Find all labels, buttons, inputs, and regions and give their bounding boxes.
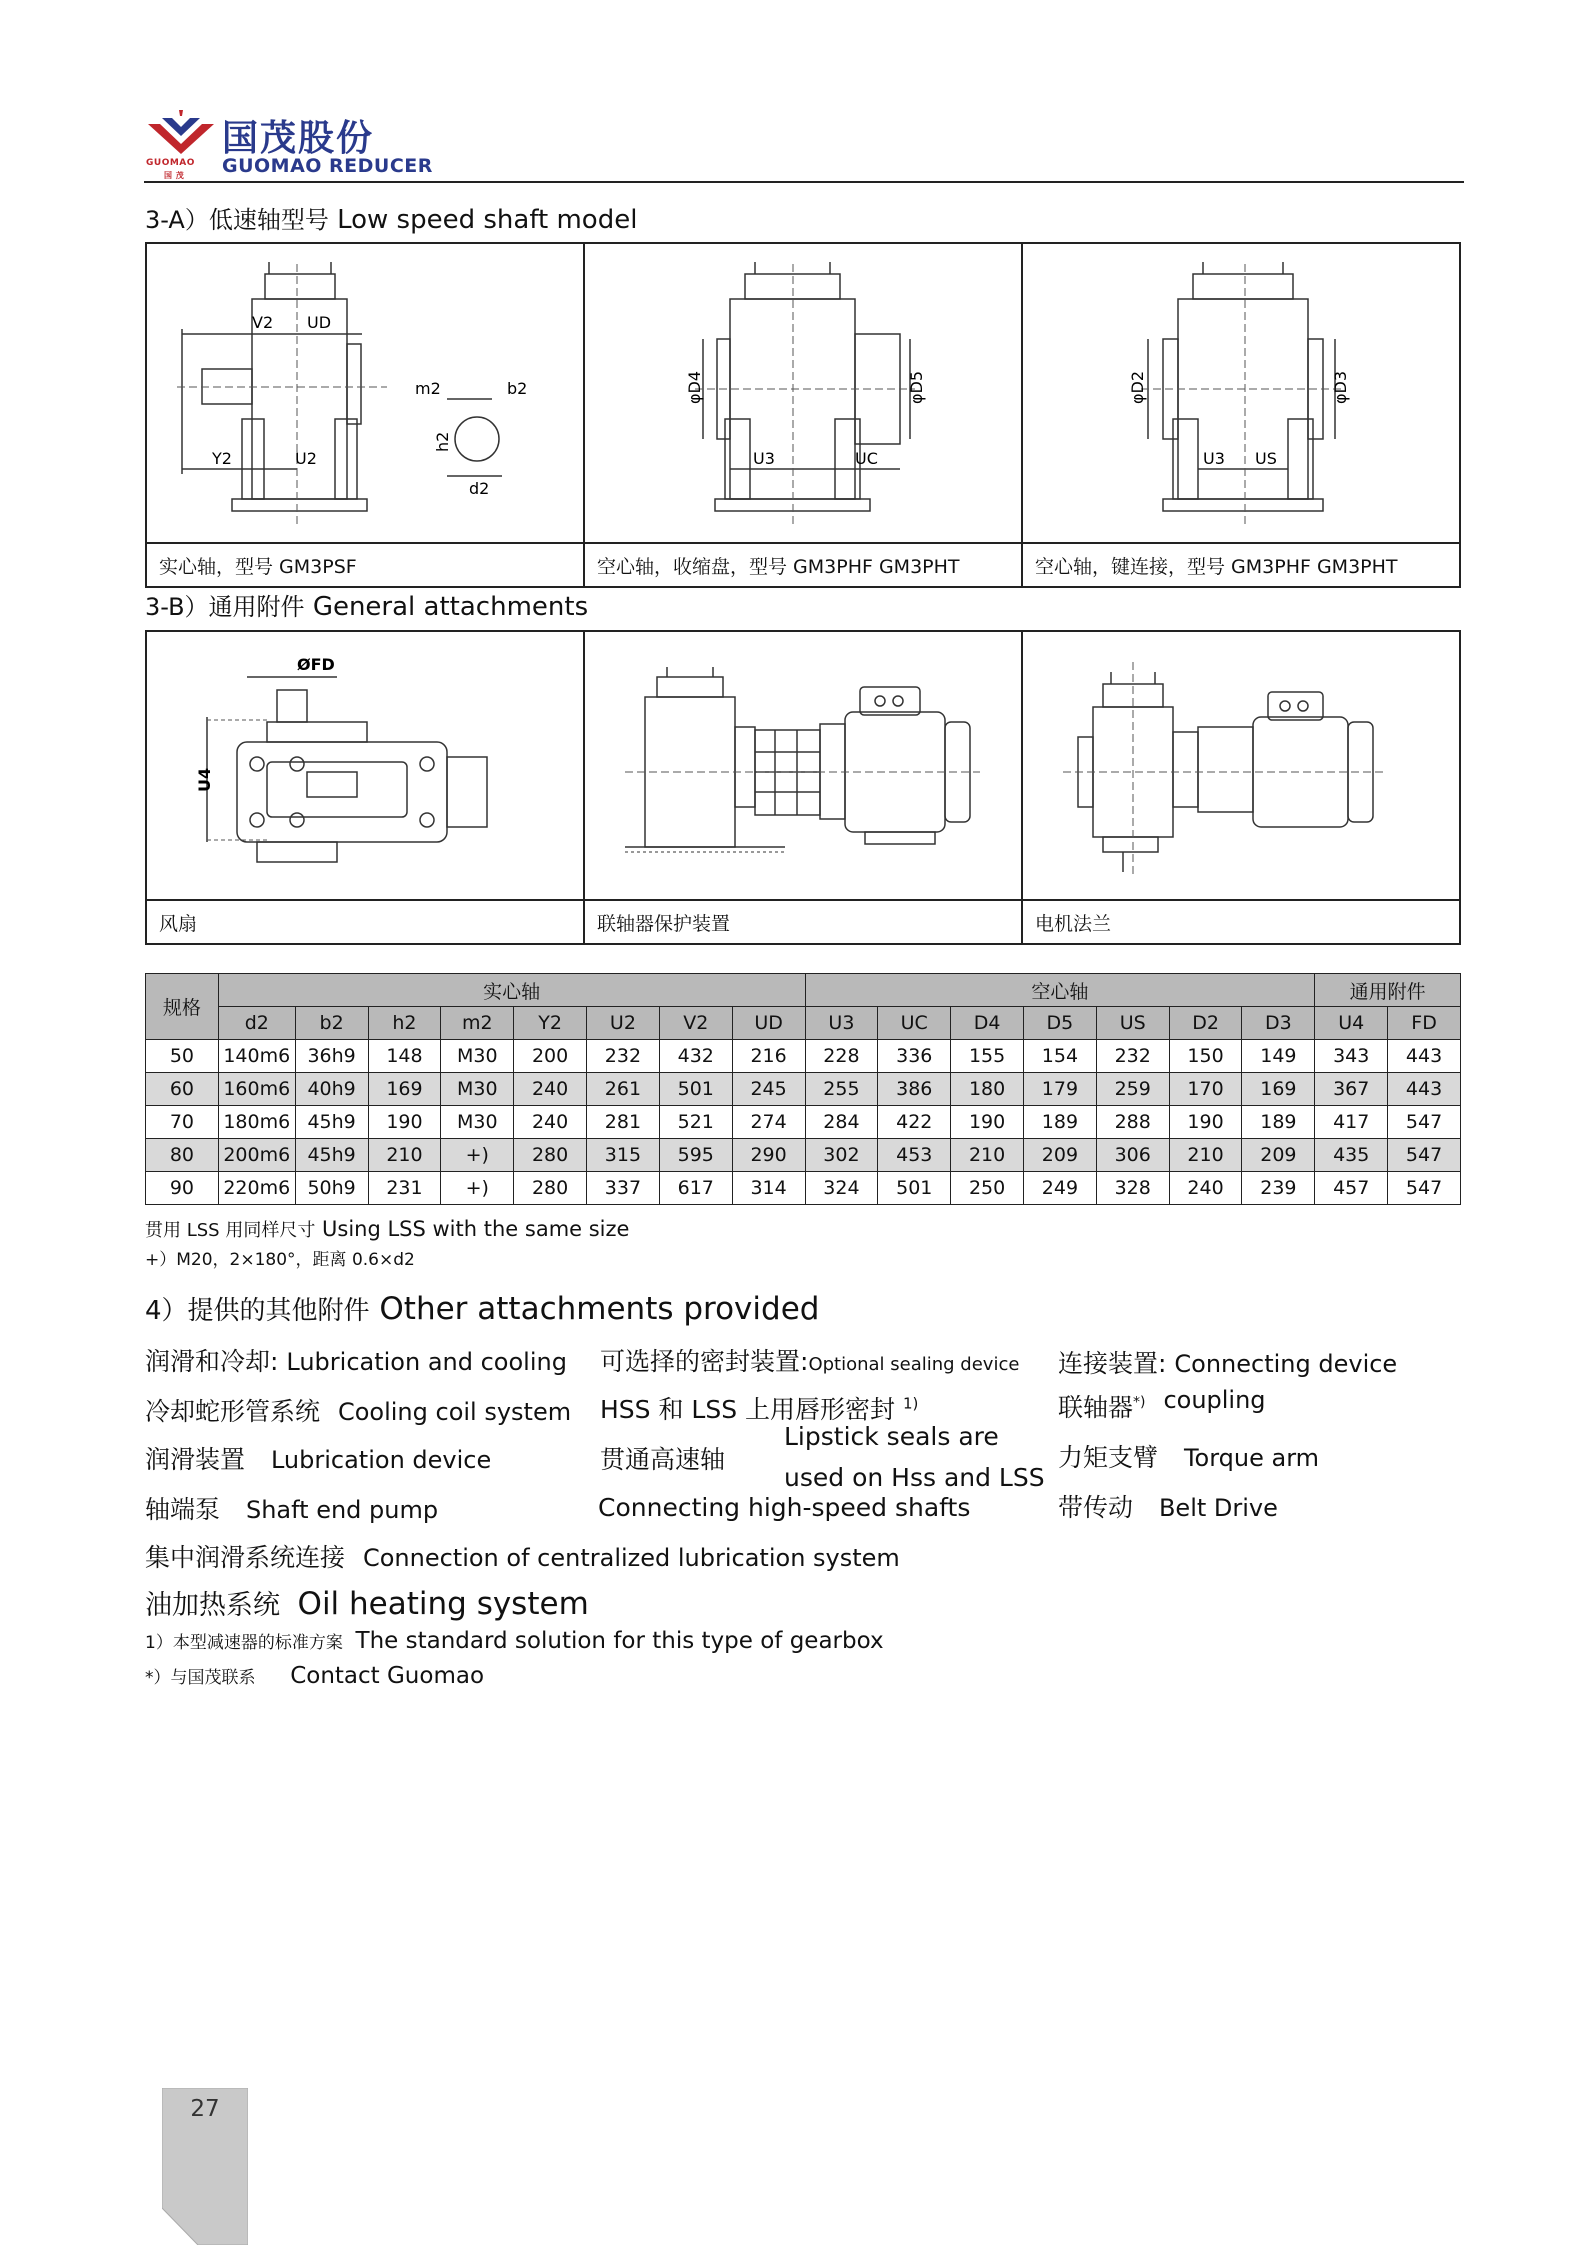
table-cell: 50h9	[295, 1172, 368, 1205]
table-cell: 150	[1169, 1040, 1242, 1073]
attachment-cn: 力矩支臂	[1058, 1443, 1159, 1472]
table-cell: 306	[1096, 1139, 1169, 1172]
table-cell: 231	[368, 1172, 441, 1205]
logo-small-cn: 国 茂	[164, 171, 185, 180]
table-cell: M30	[441, 1040, 514, 1073]
spec-cell: 60	[146, 1073, 219, 1106]
table-cell: 417	[1315, 1106, 1388, 1139]
figure-coupling-guard	[584, 631, 1022, 900]
figure-hollow-keyed	[1022, 243, 1460, 543]
attachment-en: coupling	[1163, 1386, 1266, 1414]
brand-name-en: GUOMAO REDUCER	[222, 155, 433, 177]
table-cell: 443	[1388, 1040, 1461, 1073]
figure-motor-flange	[1022, 631, 1460, 900]
table-cell: +)	[441, 1139, 514, 1172]
table-row	[146, 1106, 1461, 1139]
column-header-d5: D5	[1023, 1007, 1096, 1040]
column-header-u4: U4	[1315, 1007, 1388, 1040]
column-header-d2: D2	[1169, 1007, 1242, 1040]
lip-seals-footnote-ref: 1)	[903, 1394, 919, 1413]
header-divider	[144, 181, 1464, 183]
figure-solid-shaft	[146, 243, 584, 543]
table-cell: 160m6	[218, 1073, 295, 1106]
table-cell: 386	[878, 1073, 951, 1106]
solid-shaft-drawing	[147, 244, 583, 538]
low-speed-shaft-figures	[145, 242, 1461, 588]
column-header-fd: FD	[1388, 1007, 1461, 1040]
attachment-coupling	[1058, 1388, 1266, 1424]
sealing-cn: 可选择的密封装置:	[600, 1347, 809, 1376]
dim-label-d4: φD4	[685, 370, 704, 404]
attachment-torque-arm	[1058, 1438, 1319, 1474]
table-row	[146, 1073, 1461, 1106]
general-attachment-figures	[145, 630, 1461, 945]
table-note-m20: +）M20，2×180°，距离 0.6×d2	[145, 1250, 415, 1270]
motor-flange-drawing	[1023, 632, 1459, 895]
table-note-lss-cn: 贯用 LSS 用同样尺寸	[145, 1220, 316, 1241]
table-cell: 250	[951, 1172, 1024, 1205]
table-cell: 36h9	[295, 1040, 368, 1073]
footnote1-cn: 1）本型减速器的标准方案	[145, 1633, 343, 1653]
attachment-cn: 联轴器	[1058, 1393, 1134, 1422]
footnote-standard-solution	[145, 1628, 884, 1654]
table-cell: 367	[1315, 1073, 1388, 1106]
table-cell: 45h9	[295, 1106, 368, 1139]
table-cell: 169	[368, 1073, 441, 1106]
table-cell: 617	[659, 1172, 732, 1205]
attachment-shaft-end-pump	[145, 1490, 438, 1526]
table-cell: 228	[805, 1040, 878, 1073]
table-note-lss-en: Using LSS with the same size	[322, 1217, 630, 1241]
fan-drawing	[147, 632, 583, 895]
table-cell: 154	[1023, 1040, 1096, 1073]
dim-label-us: US	[1255, 449, 1277, 468]
column-header-uc: UC	[878, 1007, 951, 1040]
table-row	[146, 1139, 1461, 1172]
table-cell: 280	[514, 1172, 587, 1205]
spec-header: 规格	[146, 974, 219, 1040]
dim-label-d5: φD5	[907, 370, 926, 404]
table-cell: 190	[951, 1106, 1024, 1139]
table-cell: 232	[587, 1040, 660, 1073]
table-cell: 435	[1315, 1139, 1388, 1172]
dim-label-u4: U4	[195, 767, 214, 792]
footnote-contact	[145, 1663, 484, 1689]
table-cell: 210	[1169, 1139, 1242, 1172]
table-cell: 149	[1242, 1040, 1315, 1073]
attachment-lubrication-device	[145, 1440, 491, 1476]
page-number: 27	[190, 2096, 220, 2122]
table-cell: 180	[951, 1073, 1024, 1106]
group-header-solid: 实心轴	[218, 974, 805, 1007]
attachment-through-shaft-en: Connecting high-speed shafts	[598, 1493, 971, 1522]
footnote2-cn: *）与国茂联系	[145, 1668, 256, 1688]
table-cell: +)	[441, 1172, 514, 1205]
section-3b-title-en: General attachments	[312, 592, 589, 622]
dim-label-v2: V2	[252, 313, 274, 332]
table-cell: 547	[1388, 1172, 1461, 1205]
table-cell: 443	[1388, 1073, 1461, 1106]
table-cell: 315	[587, 1139, 660, 1172]
attachment-centralized-lubrication	[145, 1538, 900, 1574]
section-3a-title	[145, 200, 637, 235]
dim-label-fd: ØFD	[297, 655, 335, 674]
dim-label-d2: d2	[469, 479, 490, 498]
column-header-us: US	[1096, 1007, 1169, 1040]
spec-cell: 90	[146, 1172, 219, 1205]
table-cell: 343	[1315, 1040, 1388, 1073]
table-cell: 40h9	[295, 1073, 368, 1106]
attachment-cn: 轴端泵	[145, 1495, 221, 1524]
table-cell: 239	[1242, 1172, 1315, 1205]
column-header-d3: D3	[1242, 1007, 1315, 1040]
attachment-lubrication-cooling	[145, 1342, 567, 1378]
column-header-b2: b2	[295, 1007, 368, 1040]
group-header-hollow: 空心轴	[805, 974, 1315, 1007]
attachment-cooling-coil	[145, 1392, 571, 1428]
table-cell: 281	[587, 1106, 660, 1139]
table-cell: 45h9	[295, 1139, 368, 1172]
column-header-d2: d2	[218, 1007, 295, 1040]
dim-label-y2: Y2	[212, 449, 232, 468]
table-cell: 595	[659, 1139, 732, 1172]
table-cell: 190	[1169, 1106, 1242, 1139]
section-4-title	[145, 1290, 819, 1327]
attachment-cn: 冷却蛇形管系统	[145, 1397, 321, 1426]
table-cell: 190	[368, 1106, 441, 1139]
table-cell: 314	[732, 1172, 805, 1205]
table-cell: 232	[1096, 1040, 1169, 1073]
logo-small-en: GUOMAO	[146, 158, 195, 168]
table-cell: 324	[805, 1172, 878, 1205]
sealing-en: Optional sealing device	[808, 1354, 1020, 1375]
table-cell: 547	[1388, 1139, 1461, 1172]
table-cell: 259	[1096, 1073, 1169, 1106]
caption-hollow-shrink-disc: 空心轴，收缩盘，型号 GM3PHF GM3PHT	[584, 543, 1022, 587]
column-header-d4: D4	[951, 1007, 1024, 1040]
column-header-y2: Y2	[514, 1007, 587, 1040]
table-cell: M30	[441, 1106, 514, 1139]
dim-label-uc: UC	[855, 449, 878, 468]
table-cell: 328	[1096, 1172, 1169, 1205]
coupling-guard-drawing	[585, 632, 1021, 895]
dim-label-d3: φD3	[1331, 370, 1350, 404]
hollow-shrink-disc-drawing	[585, 244, 1021, 538]
column-header-h2: h2	[368, 1007, 441, 1040]
attachment-optional-sealing	[600, 1342, 1019, 1378]
attachment-connecting-device	[1058, 1344, 1397, 1380]
table-cell: 284	[805, 1106, 878, 1139]
dim-label-u3-keyed: U3	[1203, 449, 1225, 468]
table-cell: 210	[368, 1139, 441, 1172]
attachment-cn: 集中润滑系统连接	[145, 1543, 346, 1572]
caption-hollow-keyed: 空心轴，键连接，型号 GM3PHF GM3PHT	[1022, 543, 1460, 587]
lip-seals-en-line1: Lipstick seals are	[784, 1422, 999, 1451]
table-note-lss	[145, 1216, 629, 1242]
table-cell: 200	[514, 1040, 587, 1073]
table-cell: 140m6	[218, 1040, 295, 1073]
column-header-v2: V2	[659, 1007, 732, 1040]
lip-seals-cn: HSS 和 LSS 上用唇形密封	[600, 1395, 896, 1424]
table-cell: 170	[1169, 1073, 1242, 1106]
table-cell: 280	[514, 1139, 587, 1172]
table-cell: 216	[732, 1040, 805, 1073]
spec-cell: 70	[146, 1106, 219, 1139]
footnote2-en: Contact Guomao	[290, 1663, 485, 1689]
table-cell: 209	[1023, 1139, 1096, 1172]
table-cell: 210	[951, 1139, 1024, 1172]
table-cell: 274	[732, 1106, 805, 1139]
spec-cell: 50	[146, 1040, 219, 1073]
table-cell: 288	[1096, 1106, 1169, 1139]
table-cell: 432	[659, 1040, 732, 1073]
table-row	[146, 1172, 1461, 1205]
hollow-keyed-drawing	[1023, 244, 1459, 538]
attachment-en: Belt Drive	[1158, 1494, 1278, 1522]
spec-cell: 80	[146, 1139, 219, 1172]
table-cell: 249	[1023, 1172, 1096, 1205]
brand-name-cn: 国茂股份	[222, 118, 375, 159]
table-cell: 261	[587, 1073, 660, 1106]
dim-label-b2: b2	[507, 379, 528, 398]
dimension-table	[145, 973, 1461, 1205]
column-header-u2: U2	[587, 1007, 660, 1040]
dim-label-u3: U3	[753, 449, 775, 468]
attachment-cn: 润滑和冷却:	[145, 1347, 279, 1376]
attachment-cn: 润滑装置	[145, 1445, 246, 1474]
dim-label-m2: m2	[415, 379, 441, 398]
attachment-oil-heating	[145, 1583, 589, 1622]
table-cell: 189	[1023, 1106, 1096, 1139]
coupling-footnote-ref: *)	[1133, 1394, 1146, 1411]
caption-motor-flange: 电机法兰	[1022, 900, 1460, 944]
table-cell: 290	[732, 1139, 805, 1172]
section-4-prefix: 4）提供的其他附件	[145, 1296, 370, 1326]
section-3a-title-en: Low speed shaft model	[337, 205, 638, 235]
dim-label-ud: UD	[307, 313, 332, 332]
section-3b-title	[145, 587, 588, 622]
attachment-en: Connecting device	[1174, 1350, 1398, 1378]
table-cell: 245	[732, 1073, 805, 1106]
table-cell: 501	[659, 1073, 732, 1106]
group-header-general: 通用附件	[1315, 974, 1461, 1007]
table-cell: 302	[805, 1139, 878, 1172]
table-cell: 457	[1315, 1172, 1388, 1205]
dim-label-u2: U2	[295, 449, 317, 468]
table-cell: 148	[368, 1040, 441, 1073]
table-cell: 200m6	[218, 1139, 295, 1172]
table-cell: 240	[1169, 1172, 1242, 1205]
table-cell: 453	[878, 1139, 951, 1172]
lip-seals-en-line2: used on Hss and LSS	[784, 1463, 1045, 1492]
section-3a-prefix: 3-A）低速轴型号	[145, 206, 329, 234]
attachment-en: Oil heating system	[297, 1586, 589, 1622]
section-4-title-en: Other attachments provided	[379, 1291, 820, 1327]
attachment-belt-drive	[1058, 1488, 1278, 1524]
table-cell: 422	[878, 1106, 951, 1139]
table-cell: 220m6	[218, 1172, 295, 1205]
table-cell: 180m6	[218, 1106, 295, 1139]
table-cell: 240	[514, 1073, 587, 1106]
attachment-through-shaft-cn: 贯通高速轴	[600, 1445, 726, 1474]
caption-coupling-guard: 联轴器保护装置	[584, 900, 1022, 944]
attachment-en: Lubrication device	[270, 1446, 492, 1474]
attachment-cn: 带传动	[1058, 1493, 1134, 1522]
dim-label-d2-hollow: φD2	[1128, 370, 1147, 404]
attachment-lip-seals	[600, 1390, 918, 1426]
attachment-en: Cooling coil system	[337, 1398, 572, 1426]
attachment-en: Shaft end pump	[245, 1496, 439, 1524]
figure-fan	[146, 631, 584, 900]
table-cell: 255	[805, 1073, 878, 1106]
column-header-ud: UD	[732, 1007, 805, 1040]
page-number-tab	[162, 2088, 248, 2245]
footnote1-en: The standard solution for this type of gearbox	[355, 1628, 884, 1654]
attachment-en: Connection of centralized lubrication system	[362, 1544, 900, 1572]
table-cell: 169	[1242, 1073, 1315, 1106]
caption-fan: 风扇	[146, 900, 584, 944]
column-header-m2: m2	[441, 1007, 514, 1040]
table-cell: 336	[878, 1040, 951, 1073]
table-cell: 209	[1242, 1139, 1315, 1172]
table-cell: 240	[514, 1106, 587, 1139]
attachment-cn: 连接装置:	[1058, 1349, 1167, 1378]
table-cell: M30	[441, 1073, 514, 1106]
table-cell: 155	[951, 1040, 1024, 1073]
attachment-en: Torque arm	[1183, 1444, 1320, 1472]
section-3b-prefix: 3-B）通用附件	[145, 593, 305, 621]
table-cell: 547	[1388, 1106, 1461, 1139]
table-cell: 179	[1023, 1073, 1096, 1106]
table-cell: 521	[659, 1106, 732, 1139]
caption-solid-shaft: 实心轴，型号 GM3PSF	[146, 543, 584, 587]
attachment-en: Lubrication and cooling	[286, 1348, 567, 1376]
table-cell: 337	[587, 1172, 660, 1205]
attachment-cn: 油加热系统	[145, 1590, 280, 1621]
dim-label-h2: h2	[433, 431, 452, 452]
table-cell: 501	[878, 1172, 951, 1205]
column-header-u3: U3	[805, 1007, 878, 1040]
figure-hollow-shrink-disc	[584, 243, 1022, 543]
table-row	[146, 1040, 1461, 1073]
table-cell: 189	[1242, 1106, 1315, 1139]
